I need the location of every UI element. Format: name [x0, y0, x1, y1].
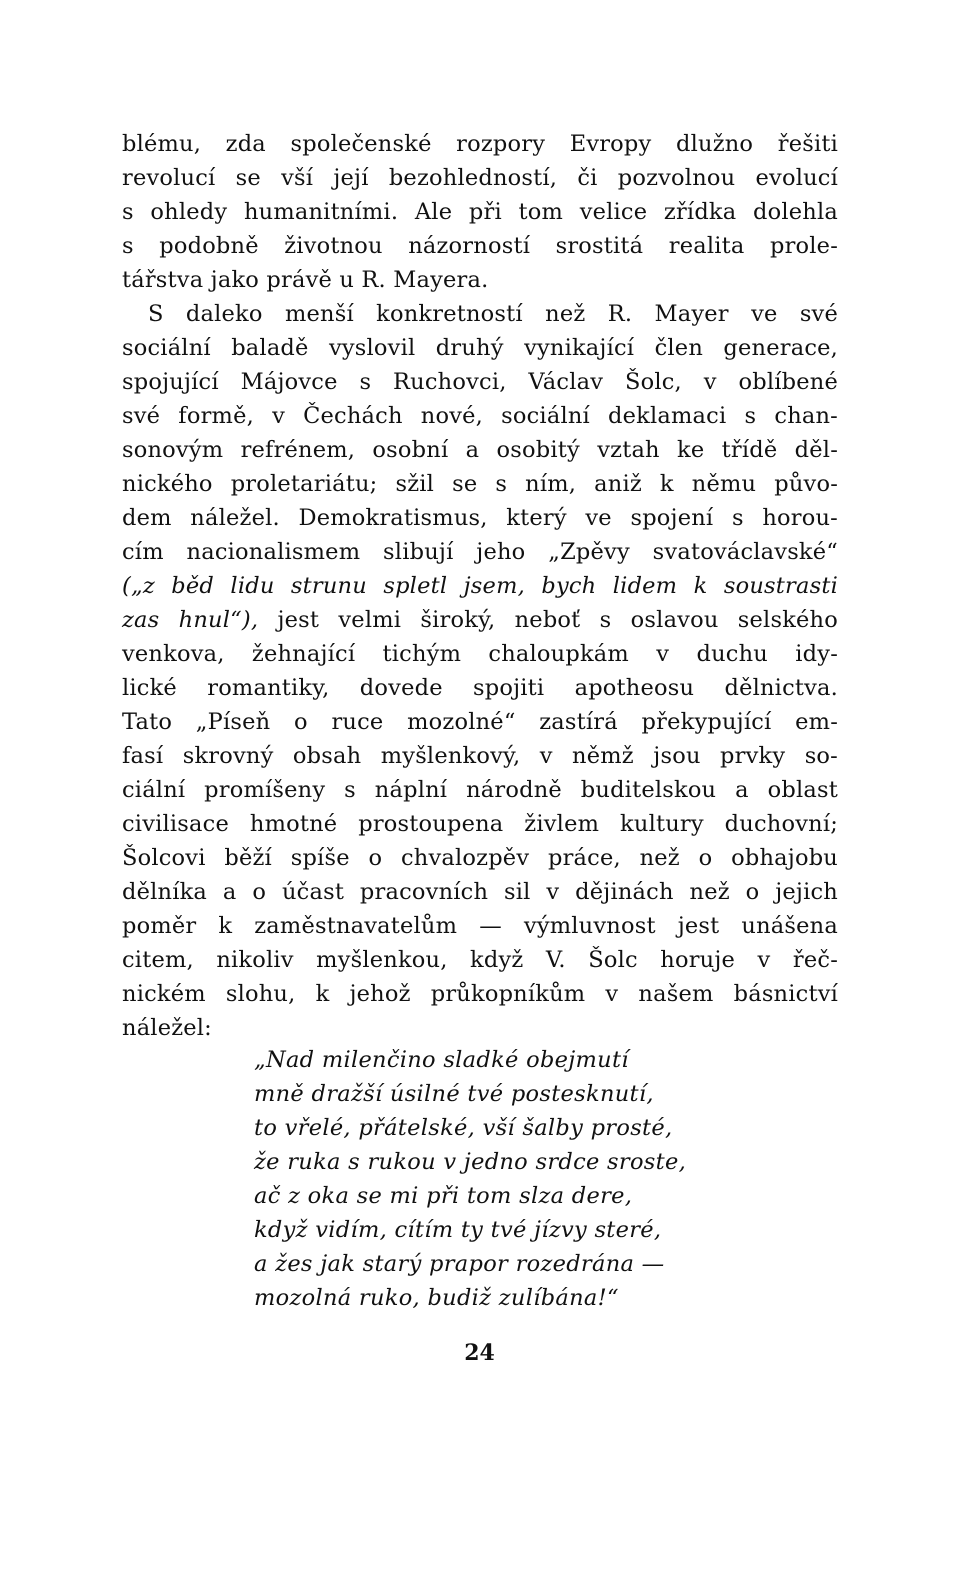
- body-line: fasí skrovný obsah myšlenkový, v němž jsou prvky so-: [122, 743, 838, 769]
- italic-quote: zas hnul“),: [122, 607, 259, 633]
- body-line: s podobně životnou názorností srostitá realita prole-: [122, 233, 838, 259]
- verse-line: to vřelé, přátelské, vší šalby prosté,: [254, 1115, 673, 1141]
- verse-line: že ruka s rukou v jedno srdce sroste,: [254, 1149, 687, 1175]
- body-line: ciální promíšeny s náplní národně buditelskou a oblast: [122, 777, 838, 803]
- verse-line: když vidím, cítím ty tvé jízvy steré,: [254, 1217, 662, 1243]
- body-line: dělníka a o účast pracovních sil v dějinách než o jejich: [122, 879, 838, 905]
- body-line: tářstva jako právě u R. Mayera.: [122, 267, 489, 293]
- body-line-quote: [122, 570, 838, 602]
- body-line: nického proletariátu; sžil se s ním, aniž k němu půvo-: [122, 471, 838, 497]
- body-line: náležel:: [122, 1015, 212, 1041]
- body-line: sonovým refrénem, osobní a osobitý vztah ke třídě děl-: [122, 437, 838, 463]
- italic-quote: („z běd lidu strunu spletl jsem, bych lidem k soustrasti: [122, 573, 838, 599]
- body-line: revolucí se vší její bezohledností, či pozvolnou evolucí: [122, 165, 838, 191]
- body-line: blému, zda společenské rozpory Evropy dlužno řešiti: [122, 131, 838, 157]
- body-line: citem, nikoliv myšlenkou, když V. Šolc horuje v řeč-: [122, 947, 838, 973]
- body-line-quote: [122, 604, 838, 636]
- body-line: sociální baladě vyslovil druhý vynikající člen generace,: [122, 335, 838, 361]
- verse-line: mozolná ruko, budiž zulíbána!“: [254, 1285, 619, 1311]
- body-line: své formě, v Čechách nové, sociální deklamaci s chan-: [122, 403, 838, 429]
- body-line-paragraph-start: S daleko menší konkretností než R. Mayer ve své: [148, 301, 838, 327]
- body-line: venkova, žehnající tichým chaloupkám v duchu idy-: [122, 641, 838, 667]
- body-line: poměr k zaměstnavatelům — výmluvnost jest unášena: [122, 913, 838, 939]
- verse-line: mně dražší úsilné tvé postesknutí,: [254, 1081, 654, 1107]
- verse-line: a žes jak starý prapor rozedrána —: [254, 1251, 665, 1277]
- body-line: nickém slohu, k jehož průkopníkům v našem básnictví: [122, 981, 838, 1007]
- body-line: spojující Májovce s Ruchovci, Václav Šolc, v oblíbené: [122, 369, 838, 395]
- body-line: lické romantiky, dovede spojiti apotheosu dělnictva.: [122, 675, 838, 701]
- body-line: Tato „Píseň o ruce mozolné“ zastírá překypující em-: [122, 709, 838, 735]
- verse-line: „Nad milenčino sladké obejmutí: [254, 1047, 629, 1073]
- verse-line: ač z oka se mi při tom slza dere,: [254, 1183, 633, 1209]
- body-line: Šolcovi běží spíše o chvalozpěv práce, než o obhajobu: [122, 845, 838, 871]
- line-post: jest velmi široký, neboť s oslavou selského: [258, 607, 838, 633]
- body-line: civilisace hmotné prostoupena živlem kultury duchovní;: [122, 811, 838, 837]
- page-number: 24: [464, 1340, 495, 1366]
- body-line: cím nacionalismem slibují jeho „Zpěvy svatováclavské“: [122, 539, 838, 565]
- body-line: dem náležel. Demokratismus, který ve spojení s horou-: [122, 505, 838, 531]
- body-line: s ohledy humanitními. Ale při tom velice zřídka dolehla: [122, 199, 838, 225]
